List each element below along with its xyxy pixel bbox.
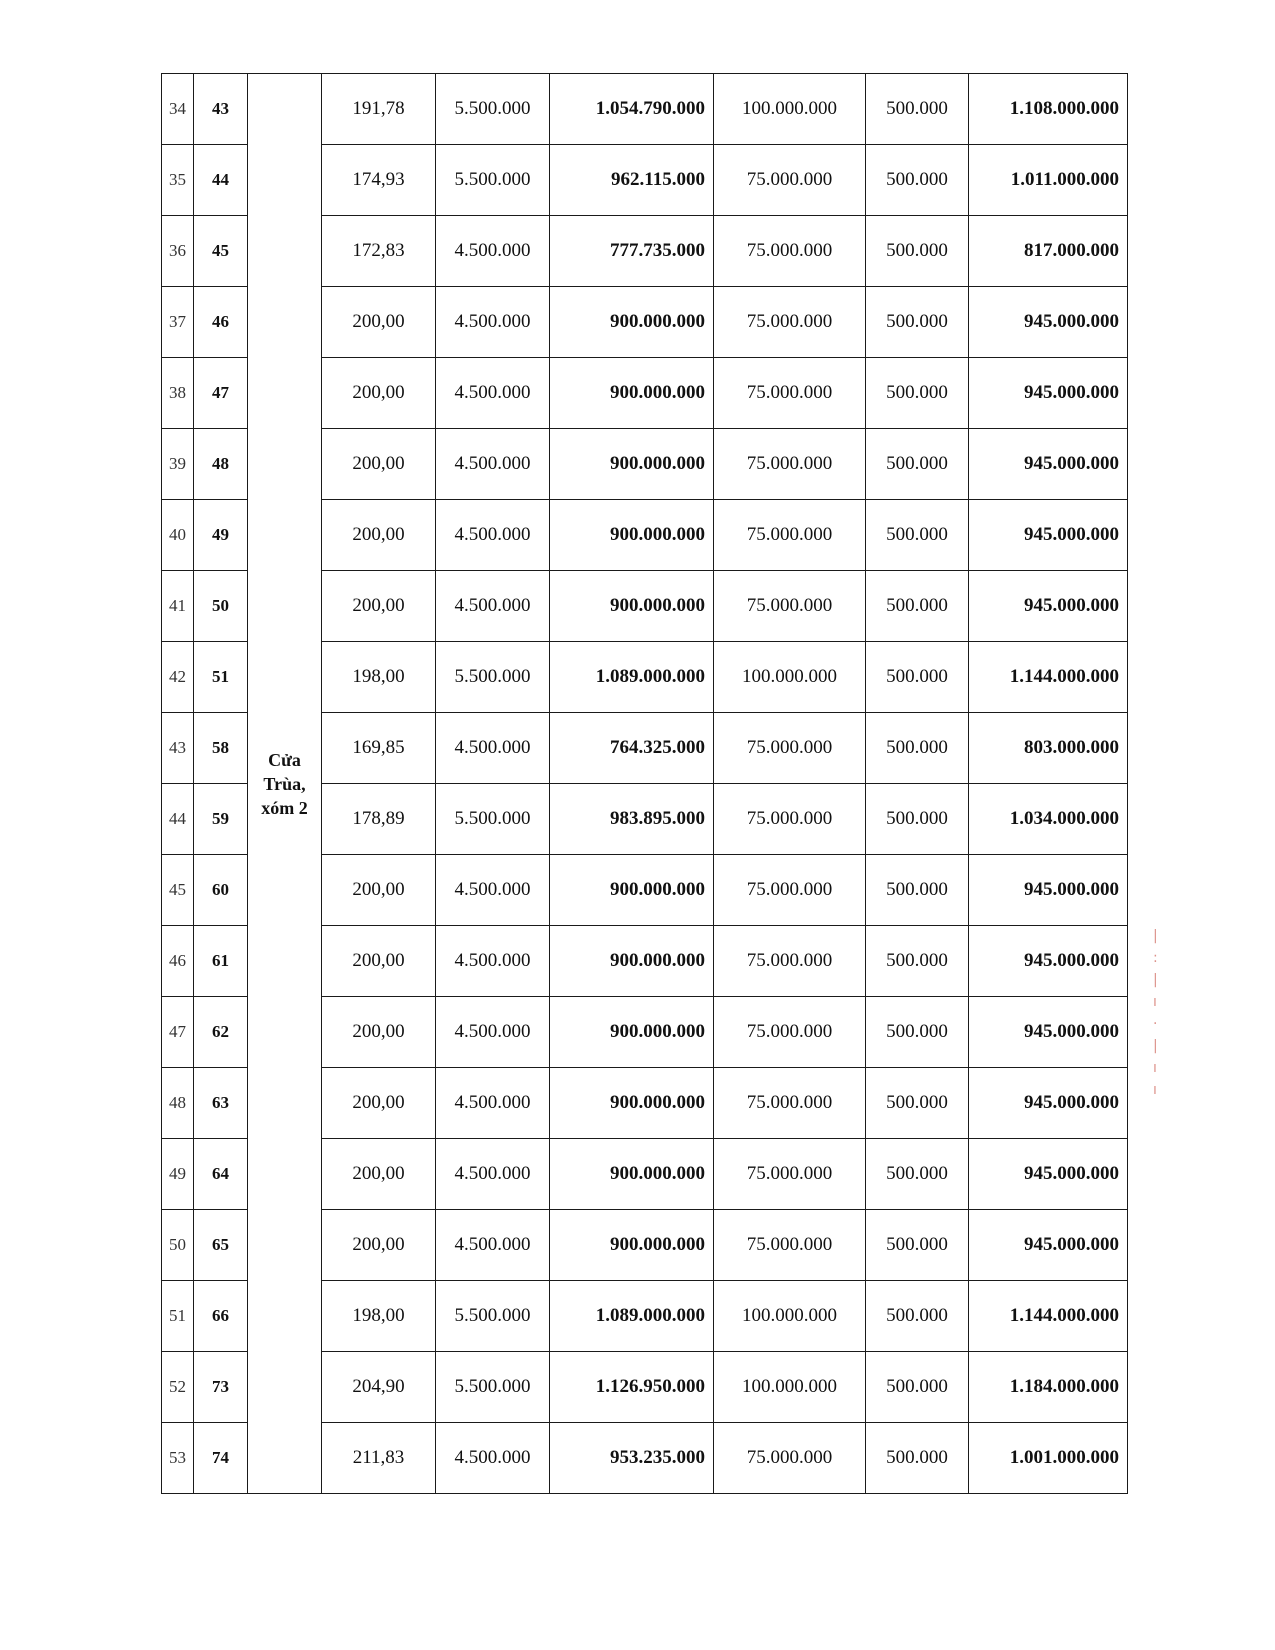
unit-price-cell: 4.500.000 <box>436 997 550 1068</box>
unit-price-cell: 4.500.000 <box>436 1068 550 1139</box>
unit-price-cell: 4.500.000 <box>436 429 550 500</box>
lot-number-cell: 44 <box>194 145 248 216</box>
total-cell: 1.001.000.000 <box>969 1423 1128 1494</box>
fee-cell: 500.000 <box>866 1423 969 1494</box>
area-cell: 198,00 <box>322 642 436 713</box>
unit-price-cell: 5.500.000 <box>436 1352 550 1423</box>
amount-cell: 900.000.000 <box>550 287 714 358</box>
deposit-cell: 75.000.000 <box>714 926 866 997</box>
lot-number-cell: 45 <box>194 216 248 287</box>
fee-cell: 500.000 <box>866 1281 969 1352</box>
total-cell: 945.000.000 <box>969 358 1128 429</box>
unit-price-cell: 4.500.000 <box>436 500 550 571</box>
deposit-cell: 75.000.000 <box>714 855 866 926</box>
amount-cell: 900.000.000 <box>550 571 714 642</box>
unit-price-cell: 4.500.000 <box>436 1139 550 1210</box>
unit-price-cell: 4.500.000 <box>436 358 550 429</box>
unit-price-cell: 4.500.000 <box>436 926 550 997</box>
deposit-cell: 75.000.000 <box>714 429 866 500</box>
unit-price-cell: 4.500.000 <box>436 287 550 358</box>
fee-cell: 500.000 <box>866 784 969 855</box>
row-number-cell: 44 <box>162 784 194 855</box>
seal-edge-fragment: | : | ı · | ı ı <box>1153 928 1158 1098</box>
fee-cell: 500.000 <box>866 926 969 997</box>
total-cell: 945.000.000 <box>969 855 1128 926</box>
deposit-cell: 75.000.000 <box>714 358 866 429</box>
lot-number-cell: 43 <box>194 74 248 145</box>
deposit-cell: 100.000.000 <box>714 74 866 145</box>
area-cell: 169,85 <box>322 713 436 784</box>
total-cell: 1.011.000.000 <box>969 145 1128 216</box>
fee-cell: 500.000 <box>866 997 969 1068</box>
row-number-cell: 39 <box>162 429 194 500</box>
row-number-cell: 47 <box>162 997 194 1068</box>
deposit-cell: 100.000.000 <box>714 642 866 713</box>
unit-price-cell: 5.500.000 <box>436 1281 550 1352</box>
lot-number-cell: 49 <box>194 500 248 571</box>
total-cell: 1.034.000.000 <box>969 784 1128 855</box>
unit-price-cell: 4.500.000 <box>436 1210 550 1281</box>
amount-cell: 900.000.000 <box>550 926 714 997</box>
lot-number-cell: 62 <box>194 997 248 1068</box>
unit-price-cell: 5.500.000 <box>436 784 550 855</box>
fee-cell: 500.000 <box>866 855 969 926</box>
deposit-cell: 75.000.000 <box>714 784 866 855</box>
table-row <box>162 74 1128 145</box>
area-cell: 211,83 <box>322 1423 436 1494</box>
deposit-cell: 75.000.000 <box>714 1423 866 1494</box>
row-number-cell: 51 <box>162 1281 194 1352</box>
total-cell: 945.000.000 <box>969 997 1128 1068</box>
row-number-cell: 52 <box>162 1352 194 1423</box>
area-cell: 204,90 <box>322 1352 436 1423</box>
row-number-cell: 43 <box>162 713 194 784</box>
unit-price-cell: 5.500.000 <box>436 642 550 713</box>
lot-number-cell: 46 <box>194 287 248 358</box>
fee-cell: 500.000 <box>866 1139 969 1210</box>
amount-cell: 777.735.000 <box>550 216 714 287</box>
row-number-cell: 42 <box>162 642 194 713</box>
unit-price-cell: 4.500.000 <box>436 855 550 926</box>
lot-number-cell: 58 <box>194 713 248 784</box>
fee-cell: 500.000 <box>866 500 969 571</box>
unit-price-cell: 4.500.000 <box>436 713 550 784</box>
total-cell: 817.000.000 <box>969 216 1128 287</box>
amount-cell: 953.235.000 <box>550 1423 714 1494</box>
deposit-cell: 75.000.000 <box>714 1210 866 1281</box>
total-cell: 945.000.000 <box>969 429 1128 500</box>
area-cell: 200,00 <box>322 1139 436 1210</box>
fee-cell: 500.000 <box>866 1068 969 1139</box>
row-number-cell: 50 <box>162 1210 194 1281</box>
deposit-cell: 75.000.000 <box>714 1139 866 1210</box>
fee-cell: 500.000 <box>866 1352 969 1423</box>
area-cell: 200,00 <box>322 287 436 358</box>
row-number-cell: 34 <box>162 74 194 145</box>
unit-price-cell: 4.500.000 <box>436 571 550 642</box>
fee-cell: 500.000 <box>866 358 969 429</box>
fee-cell: 500.000 <box>866 74 969 145</box>
row-number-cell: 45 <box>162 855 194 926</box>
total-cell: 1.144.000.000 <box>969 1281 1128 1352</box>
amount-cell: 900.000.000 <box>550 429 714 500</box>
amount-cell: 1.089.000.000 <box>550 1281 714 1352</box>
total-cell: 945.000.000 <box>969 500 1128 571</box>
area-cell: 200,00 <box>322 1068 436 1139</box>
amount-cell: 1.126.950.000 <box>550 1352 714 1423</box>
lot-number-cell: 65 <box>194 1210 248 1281</box>
deposit-cell: 75.000.000 <box>714 713 866 784</box>
row-number-cell: 37 <box>162 287 194 358</box>
lot-number-cell: 59 <box>194 784 248 855</box>
total-cell: 945.000.000 <box>969 1068 1128 1139</box>
table-body <box>162 74 1128 1494</box>
fee-cell: 500.000 <box>866 145 969 216</box>
deposit-cell: 75.000.000 <box>714 216 866 287</box>
location-cell: Cửa Trùa, xóm 2 <box>248 74 322 1494</box>
lot-number-cell: 63 <box>194 1068 248 1139</box>
amount-cell: 1.054.790.000 <box>550 74 714 145</box>
deposit-cell: 75.000.000 <box>714 997 866 1068</box>
area-cell: 174,93 <box>322 145 436 216</box>
unit-price-cell: 4.500.000 <box>436 1423 550 1494</box>
amount-cell: 764.325.000 <box>550 713 714 784</box>
lot-number-cell: 64 <box>194 1139 248 1210</box>
fee-cell: 500.000 <box>866 713 969 784</box>
lot-number-cell: 48 <box>194 429 248 500</box>
amount-cell: 900.000.000 <box>550 997 714 1068</box>
row-number-cell: 36 <box>162 216 194 287</box>
lot-number-cell: 51 <box>194 642 248 713</box>
row-number-cell: 48 <box>162 1068 194 1139</box>
lot-price-table <box>161 73 1128 1494</box>
amount-cell: 900.000.000 <box>550 358 714 429</box>
total-cell: 945.000.000 <box>969 1210 1128 1281</box>
fee-cell: 500.000 <box>866 216 969 287</box>
deposit-cell: 75.000.000 <box>714 287 866 358</box>
amount-cell: 900.000.000 <box>550 500 714 571</box>
total-cell: 1.184.000.000 <box>969 1352 1128 1423</box>
row-number-cell: 38 <box>162 358 194 429</box>
area-cell: 178,89 <box>322 784 436 855</box>
area-cell: 200,00 <box>322 500 436 571</box>
lot-number-cell: 60 <box>194 855 248 926</box>
deposit-cell: 75.000.000 <box>714 145 866 216</box>
area-cell: 172,83 <box>322 216 436 287</box>
deposit-cell: 100.000.000 <box>714 1281 866 1352</box>
area-cell: 200,00 <box>322 855 436 926</box>
amount-cell: 900.000.000 <box>550 1068 714 1139</box>
amount-cell: 900.000.000 <box>550 1210 714 1281</box>
lot-number-cell: 73 <box>194 1352 248 1423</box>
fee-cell: 500.000 <box>866 642 969 713</box>
total-cell: 1.108.000.000 <box>969 74 1128 145</box>
row-number-cell: 46 <box>162 926 194 997</box>
unit-price-cell: 5.500.000 <box>436 145 550 216</box>
unit-price-cell: 4.500.000 <box>436 216 550 287</box>
lot-number-cell: 66 <box>194 1281 248 1352</box>
area-cell: 200,00 <box>322 1210 436 1281</box>
lot-number-cell: 74 <box>194 1423 248 1494</box>
total-cell: 945.000.000 <box>969 1139 1128 1210</box>
fee-cell: 500.000 <box>866 571 969 642</box>
area-cell: 200,00 <box>322 358 436 429</box>
amount-cell: 962.115.000 <box>550 145 714 216</box>
area-cell: 198,00 <box>322 1281 436 1352</box>
unit-price-cell: 5.500.000 <box>436 74 550 145</box>
area-cell: 200,00 <box>322 926 436 997</box>
area-cell: 200,00 <box>322 997 436 1068</box>
fee-cell: 500.000 <box>866 287 969 358</box>
lot-number-cell: 47 <box>194 358 248 429</box>
deposit-cell: 100.000.000 <box>714 1352 866 1423</box>
area-cell: 191,78 <box>322 74 436 145</box>
total-cell: 945.000.000 <box>969 571 1128 642</box>
deposit-cell: 75.000.000 <box>714 571 866 642</box>
total-cell: 945.000.000 <box>969 926 1128 997</box>
area-cell: 200,00 <box>322 571 436 642</box>
deposit-cell: 75.000.000 <box>714 500 866 571</box>
deposit-cell: 75.000.000 <box>714 1068 866 1139</box>
fee-cell: 500.000 <box>866 1210 969 1281</box>
row-number-cell: 35 <box>162 145 194 216</box>
row-number-cell: 53 <box>162 1423 194 1494</box>
lot-number-cell: 50 <box>194 571 248 642</box>
area-cell: 200,00 <box>322 429 436 500</box>
amount-cell: 983.895.000 <box>550 784 714 855</box>
total-cell: 1.144.000.000 <box>969 642 1128 713</box>
row-number-cell: 49 <box>162 1139 194 1210</box>
row-number-cell: 40 <box>162 500 194 571</box>
amount-cell: 1.089.000.000 <box>550 642 714 713</box>
fee-cell: 500.000 <box>866 429 969 500</box>
row-number-cell: 41 <box>162 571 194 642</box>
total-cell: 945.000.000 <box>969 287 1128 358</box>
amount-cell: 900.000.000 <box>550 855 714 926</box>
total-cell: 803.000.000 <box>969 713 1128 784</box>
amount-cell: 900.000.000 <box>550 1139 714 1210</box>
lot-number-cell: 61 <box>194 926 248 997</box>
